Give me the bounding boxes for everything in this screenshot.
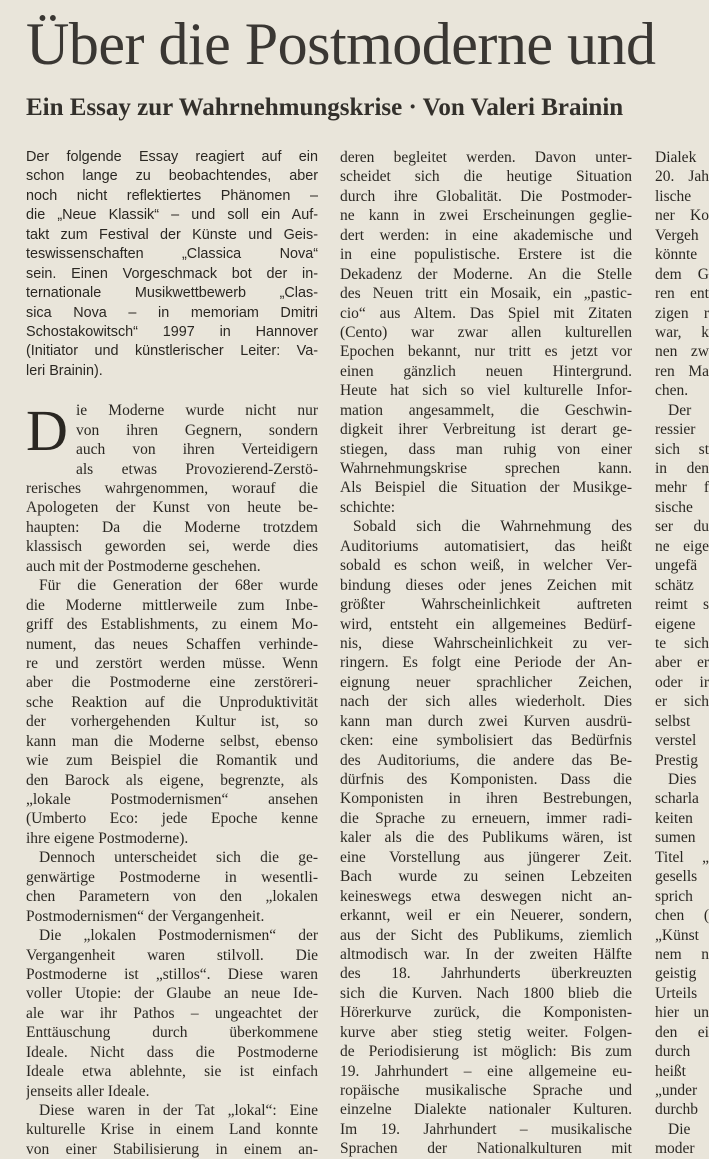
text-line: kulturelle Krise in einem Land konnte bbox=[26, 1121, 318, 1139]
text-line: teswissenschaften „Classica Nova“ bbox=[26, 246, 318, 263]
text-line: von ihren Gegnern, sondern bbox=[76, 421, 318, 439]
text-line: als etwas Provozierend-Zerstö- bbox=[76, 460, 318, 478]
text-line: klassisch geworden sei, werde dies bbox=[26, 538, 318, 556]
text-line: schichte: bbox=[340, 498, 396, 516]
text-line: ser du bbox=[655, 518, 709, 536]
text-line: Postmodernismen“ der Vergangenheit. bbox=[26, 907, 265, 925]
text-line: ne kann in zwei Erscheinungen geglie- bbox=[340, 207, 632, 225]
dropcap-letter: D bbox=[26, 398, 68, 464]
article-title: Über die Postmoderne und bbox=[26, 11, 656, 77]
text-line: „lokale Postmodernismen“ ansehen bbox=[26, 791, 318, 808]
text-line: ropäische musikalische Sprache und bbox=[340, 1082, 632, 1099]
text-line: zigen r bbox=[655, 304, 709, 322]
column-1 bbox=[26, 148, 318, 1159]
text-line: 20. Jah bbox=[655, 168, 709, 186]
text-line: ie Moderne wurde nicht nur bbox=[76, 402, 318, 420]
text-line: Epochen bekannt, nur tritt es jetzt vor bbox=[340, 343, 632, 361]
text-line: Titel „ bbox=[655, 848, 709, 866]
text-line: digkeit ihrer Verbreitung ist derart ge- bbox=[340, 421, 632, 439]
text-line: durch bbox=[655, 1043, 691, 1061]
dropcap-paragraph bbox=[26, 398, 318, 479]
text-line: kann man die Moderne selbst, ebenso bbox=[26, 732, 318, 750]
text-line: griff des Establishments, zu einem Mo- bbox=[26, 616, 318, 634]
text-line: ne eige bbox=[655, 537, 709, 555]
text-line: voller Utopie: der Glaube an neue Ide- bbox=[26, 985, 318, 1003]
text-line: aber er bbox=[655, 654, 709, 672]
text-line: moder bbox=[655, 1140, 695, 1158]
text-line: kaler als die des Publikums wären, ist bbox=[340, 829, 632, 847]
text-line: der vorhergehenden Kultur ist, so bbox=[26, 713, 318, 731]
text-line: sica Nova – in memoriam Dmitri bbox=[26, 304, 318, 321]
text-line: bindung dieses oder jenes Zeichen mit bbox=[340, 576, 632, 594]
text-line: chen Parametern von den „lokalen bbox=[26, 888, 318, 906]
text-line: in eine populistische. Erstere ist die bbox=[340, 246, 632, 264]
text-line: einen gänzlich neuen Hintergrund. bbox=[340, 362, 632, 380]
text-line: keineswegs etwa deswegen nicht an- bbox=[340, 887, 632, 905]
text-line: in den bbox=[655, 460, 709, 477]
text-line: hier un bbox=[655, 1004, 709, 1022]
text-line: rerisches wahrgenommen, worauf die bbox=[26, 480, 318, 497]
text-line: 19. Jahrhundert – eine allgemeine eu- bbox=[340, 1062, 632, 1080]
text-line: Die bbox=[668, 1120, 691, 1138]
text-line: Dennoch unterscheidet sich die ge- bbox=[39, 849, 318, 867]
text-line: heißt bbox=[655, 1062, 686, 1080]
text-line: Wahrnehmungskrise sprechen kann. bbox=[340, 460, 632, 477]
text-line: Prestig bbox=[655, 751, 699, 769]
text-line: noch nicht reflektiertes Phänomen – bbox=[26, 187, 318, 204]
text-line: den Barock als eigene, begrenzte, als bbox=[26, 771, 318, 789]
text-line: (Umberto Eco: jede Epoche kenne bbox=[26, 810, 318, 828]
text-line: Für die Generation der 68er wurde bbox=[39, 577, 318, 595]
column-2 bbox=[340, 148, 632, 1159]
text-line: wird, entsteht ein allgemeines Bedürf- bbox=[340, 615, 632, 633]
text-line: Dekadenz der Moderne. An die Stelle bbox=[340, 265, 632, 283]
text-line: ringern. Es folgt eine Periode der An- bbox=[340, 654, 632, 672]
text-line: te sich bbox=[655, 634, 709, 652]
text-line: sich st bbox=[655, 440, 709, 458]
text-line: wie zum Beispiel die Romantik und bbox=[26, 752, 318, 770]
text-line: stiegen, dass man ruhig von einer bbox=[340, 440, 632, 458]
text-line: sobald es schon weiß, in welcher Ver- bbox=[340, 557, 632, 575]
text-line: sein. Einen Vorgeschmack bot der in- bbox=[26, 265, 318, 282]
text-line: cken: eine symbolisiert das Bedürfnis bbox=[340, 732, 632, 750]
text-line: Postmoderne ist „stillos“. Diese waren bbox=[26, 965, 318, 983]
text-line: durch ihre Globalität. Die Postmoder- bbox=[340, 187, 632, 205]
text-line: kann man durch zwei Kurven ausdrü- bbox=[340, 712, 632, 730]
text-line: ungefä bbox=[655, 557, 698, 575]
text-line: mehr f bbox=[655, 479, 709, 497]
text-line: re und zerstört werden müsse. Wenn bbox=[26, 654, 318, 672]
text-line: Sobald sich die Wahrnehmung des bbox=[353, 518, 632, 536]
text-line: Apologeten der Kunst von heute be- bbox=[26, 499, 318, 517]
text-line: sische bbox=[655, 498, 693, 516]
text-line: chen ( bbox=[655, 907, 709, 925]
text-line: Sprachen der Nationalkulturen mit bbox=[340, 1140, 632, 1158]
text-line: größter Wahrscheinlichkeit auftreten bbox=[340, 596, 632, 614]
text-line: ner Ko bbox=[655, 207, 709, 225]
text-line: Der bbox=[668, 401, 692, 419]
text-line: könnte bbox=[655, 246, 698, 264]
text-line: eigene bbox=[655, 615, 696, 633]
text-line: Komponisten in ihren Bestrebungen, bbox=[340, 790, 632, 808]
text-line: von einer Stabilisierung in einem an- bbox=[26, 1140, 318, 1158]
text-line: ale war ihr Pathos – ungeachtet der bbox=[26, 1004, 318, 1022]
text-line: nument, das neues Schaffen verhinde- bbox=[26, 635, 318, 653]
text-line: keiten bbox=[655, 809, 693, 827]
text-line: Enttäuschung durch überkommene bbox=[26, 1024, 318, 1042]
text-line: war, k bbox=[655, 323, 709, 341]
text-line: ren ent bbox=[655, 285, 709, 303]
text-line: selbst bbox=[655, 712, 691, 730]
text-line: cio“ aus Altem. Das Spiel mit Zitaten bbox=[340, 304, 632, 322]
text-line: reimt s bbox=[655, 596, 709, 614]
text-line: durchb bbox=[655, 1101, 699, 1119]
text-line: auch von ihren Verteidigern bbox=[76, 441, 318, 459]
text-line: deren begleitet werden. Davon unter- bbox=[340, 149, 632, 166]
column-1-body bbox=[26, 479, 318, 1159]
text-line: jenseits aller Ideale. bbox=[26, 1082, 150, 1100]
text-line: dürfnis des Komponisten. Dass die bbox=[340, 771, 632, 788]
text-line: (Initiator und künstlerischer Leiter: Va- bbox=[26, 343, 318, 360]
text-line: Diese waren in der Tat „lokal“: Eine bbox=[39, 1102, 318, 1119]
column-2-body bbox=[340, 148, 632, 1159]
text-line: Auditoriums automatisiert, das heißt bbox=[340, 537, 632, 555]
text-line: Vergeh bbox=[655, 226, 699, 244]
text-line: de Periodisierung ist möglich: Bis zum bbox=[340, 1043, 632, 1061]
text-line: eignung neuer sprachlicher Zeichen, bbox=[340, 673, 632, 691]
text-line: leri Brainin). bbox=[26, 362, 103, 379]
text-line: aber die Postmoderne eine zerstöreri- bbox=[26, 674, 318, 692]
text-line: einzelne Dialekte nationaler Kulturen. bbox=[340, 1101, 632, 1119]
article-subtitle: Ein Essay zur Wahrnehmungskrise · Von Valeri Brainin bbox=[26, 94, 624, 121]
text-line: des Neuen tritt ein Mosaik, ein „pastic- bbox=[340, 285, 632, 303]
text-line: ren Ma bbox=[655, 362, 709, 380]
text-line: dert werden: in eine akademische und bbox=[340, 226, 632, 244]
text-line: oder ir bbox=[655, 673, 709, 691]
text-line: des Auditoriums, die andere das Be- bbox=[340, 751, 632, 769]
text-line: ressier bbox=[655, 421, 696, 439]
text-line: „Künst bbox=[655, 926, 699, 944]
text-line: schon lange zu beobachtendes, aber bbox=[26, 168, 318, 185]
text-line: die „Neue Klassik“ – und soll ein Auf- bbox=[26, 207, 318, 224]
text-line: Der folgende Essay reagiert auf ein bbox=[26, 149, 318, 165]
text-line: sche Reaktion auf die Unproduktivität bbox=[26, 693, 318, 711]
text-line: Ideale etwa ablehnte, sie ist einfach bbox=[26, 1063, 318, 1081]
text-line: Dies bbox=[668, 771, 697, 788]
text-line: geistig bbox=[655, 965, 697, 983]
text-line: scharla bbox=[655, 790, 699, 808]
text-line: er sich bbox=[655, 693, 709, 711]
text-line: Hörerkurve zurück, die Komponisten- bbox=[340, 1004, 632, 1022]
text-line: altmodisch war. In der zweiten Hälfte bbox=[340, 945, 632, 963]
text-line: gesells bbox=[655, 868, 698, 886]
text-line: haupten: Da die Moderne trotzdem bbox=[26, 518, 318, 536]
text-line: verstel bbox=[655, 732, 697, 750]
intro-paragraph bbox=[26, 148, 318, 381]
text-line: dem G bbox=[655, 265, 709, 283]
text-line: schätz bbox=[655, 576, 694, 594]
column-3-body bbox=[655, 148, 709, 1159]
text-line: Schostakowitsch“ 1997 in Hannover bbox=[26, 323, 318, 340]
column-3 bbox=[655, 148, 709, 1159]
text-line: kurve aber stieg stetig weiter. Folgen- bbox=[340, 1023, 632, 1041]
text-line: sprich bbox=[655, 887, 693, 905]
text-line: „under bbox=[655, 1082, 698, 1099]
text-line: Als Beispiel die Situation der Musikge- bbox=[340, 479, 632, 497]
text-line: Ideale. Nicht dass die Postmoderne bbox=[26, 1043, 318, 1061]
text-line: Vergangenheit waren stilvoll. Die bbox=[26, 946, 318, 964]
text-line: nem n bbox=[655, 945, 709, 963]
text-line: ihre eigene Postmoderne). bbox=[26, 829, 189, 847]
text-line: (Cento) war zwar allen kulturellen bbox=[340, 323, 632, 341]
text-line: lische bbox=[655, 187, 692, 205]
text-line: Dialek bbox=[655, 149, 697, 166]
text-line: nach der sich alles wiederholt. Dies bbox=[340, 693, 632, 711]
text-line: nen zw bbox=[655, 343, 709, 361]
text-line: takt zum Festival der Künste und Geis- bbox=[26, 226, 318, 243]
text-line: aus der Sicht des Publikums, ziemlich bbox=[340, 926, 632, 944]
text-line: erkannt, weil er ein Neuerer, sondern, bbox=[340, 907, 632, 925]
text-line: auch mit der Postmoderne geschehen. bbox=[26, 557, 261, 575]
text-line: des 18. Jahrhunderts überkreuzten bbox=[340, 965, 632, 983]
text-line: Im 19. Jahrhundert – musikalische bbox=[340, 1120, 632, 1138]
text-line: die Moderne mittlerweile zum Inbe- bbox=[26, 596, 318, 614]
text-line: Heute hat sich so viel kulturelle Infor- bbox=[340, 382, 632, 400]
text-line: den ei bbox=[655, 1023, 709, 1041]
text-line: sumen bbox=[655, 829, 696, 847]
text-line: scheidet sich die heutige Situation bbox=[340, 168, 632, 186]
text-line: nis, diese Wahrscheinlichkeit zu ver- bbox=[340, 634, 632, 652]
text-line: chen. bbox=[655, 382, 689, 400]
text-line: mation angesammelt, die Geschwin- bbox=[340, 401, 632, 419]
text-line: eine Vorstellung aus jüngerer Zeit. bbox=[340, 848, 632, 866]
text-line: die Sprache zu erneuern, immer radi- bbox=[340, 809, 632, 827]
text-line: sich die Kurven. Nach 1800 blieb die bbox=[340, 984, 632, 1002]
text-line: Bach wurde zu seinen Lebzeiten bbox=[340, 868, 632, 886]
text-line: genwärtige Postmoderne in wesentli- bbox=[26, 868, 318, 886]
text-line: Urteils bbox=[655, 984, 698, 1002]
text-line: ternationale Musikwettbewerb „Clas- bbox=[26, 285, 318, 302]
text-line: Die „lokalen Postmodernismen“ der bbox=[39, 927, 318, 945]
